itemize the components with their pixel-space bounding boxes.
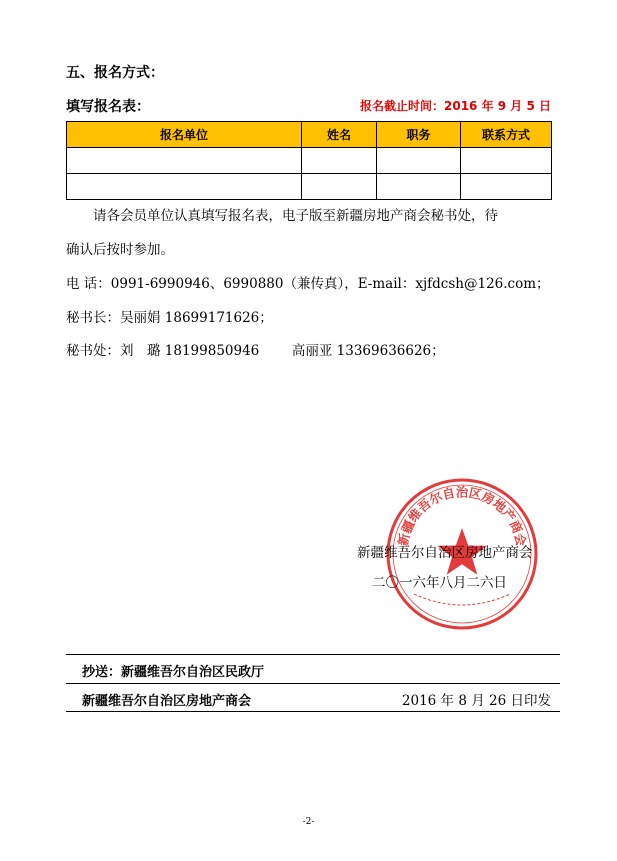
notice-line-1: 请各会员单位认真填写报名表，电子版至新疆房地产商会秘书处，待 [93, 208, 498, 224]
table-cell[interactable] [461, 174, 552, 200]
table-header-row [67, 122, 552, 148]
table-row [67, 174, 552, 200]
secretary-general-line: 秘书长：吴丽娟 18699171626； [66, 310, 273, 326]
table-cell[interactable] [377, 148, 461, 174]
registration-table [66, 121, 552, 200]
col-header-name: 姓名 [302, 122, 377, 148]
col-header-contact: 联系方式 [461, 122, 552, 148]
seal-arc-text: 新疆维吾尔自治区房地产商会 [395, 484, 529, 548]
form-label: 填写报名表： [66, 99, 150, 115]
table-cell[interactable] [302, 148, 377, 174]
col-header-unit: 报名单位 [67, 122, 302, 148]
secretariat-contact-2: 高丽亚 13369636626； [291, 343, 445, 359]
notice-line-2: 确认后按时参加。 [66, 242, 174, 258]
table-cell[interactable] [67, 148, 302, 174]
page-number: -2- [302, 817, 315, 827]
signature-org: 新疆维吾尔自治区房地产商会 [357, 545, 533, 561]
secretariat-contact-1: 秘书处：刘 璐 18199850946 [66, 343, 260, 359]
footer-bottom-rule [66, 711, 560, 712]
footer-top-rule [66, 654, 560, 655]
seal-lower-script [414, 594, 510, 605]
deadline-notice: 报名截止时间：2016 年 9 月 5 日 [360, 99, 551, 113]
table-cell[interactable] [67, 174, 302, 200]
table-cell[interactable] [377, 174, 461, 200]
table-row [67, 148, 552, 174]
table-cell[interactable] [461, 148, 552, 174]
col-header-position: 职务 [377, 122, 461, 148]
issuer-name: 新疆维吾尔自治区房地产商会 [82, 694, 252, 709]
secretariat-line [66, 341, 445, 361]
printed-date: 2016 年 8 月 26 日印发 [401, 693, 551, 709]
signature-date: 二〇一六年八月二六日 [372, 575, 507, 591]
table-cell[interactable] [302, 174, 377, 200]
phone-line: 电 话：0991-6990946、6990880（兼传真），E-mail：xjfdcsh@126.com； [66, 276, 550, 292]
cc-line: 抄送：新疆维吾尔自治区民政厅 [82, 665, 265, 680]
section-heading: 五、报名方式： [66, 65, 164, 81]
footer-mid-rule [66, 683, 560, 684]
